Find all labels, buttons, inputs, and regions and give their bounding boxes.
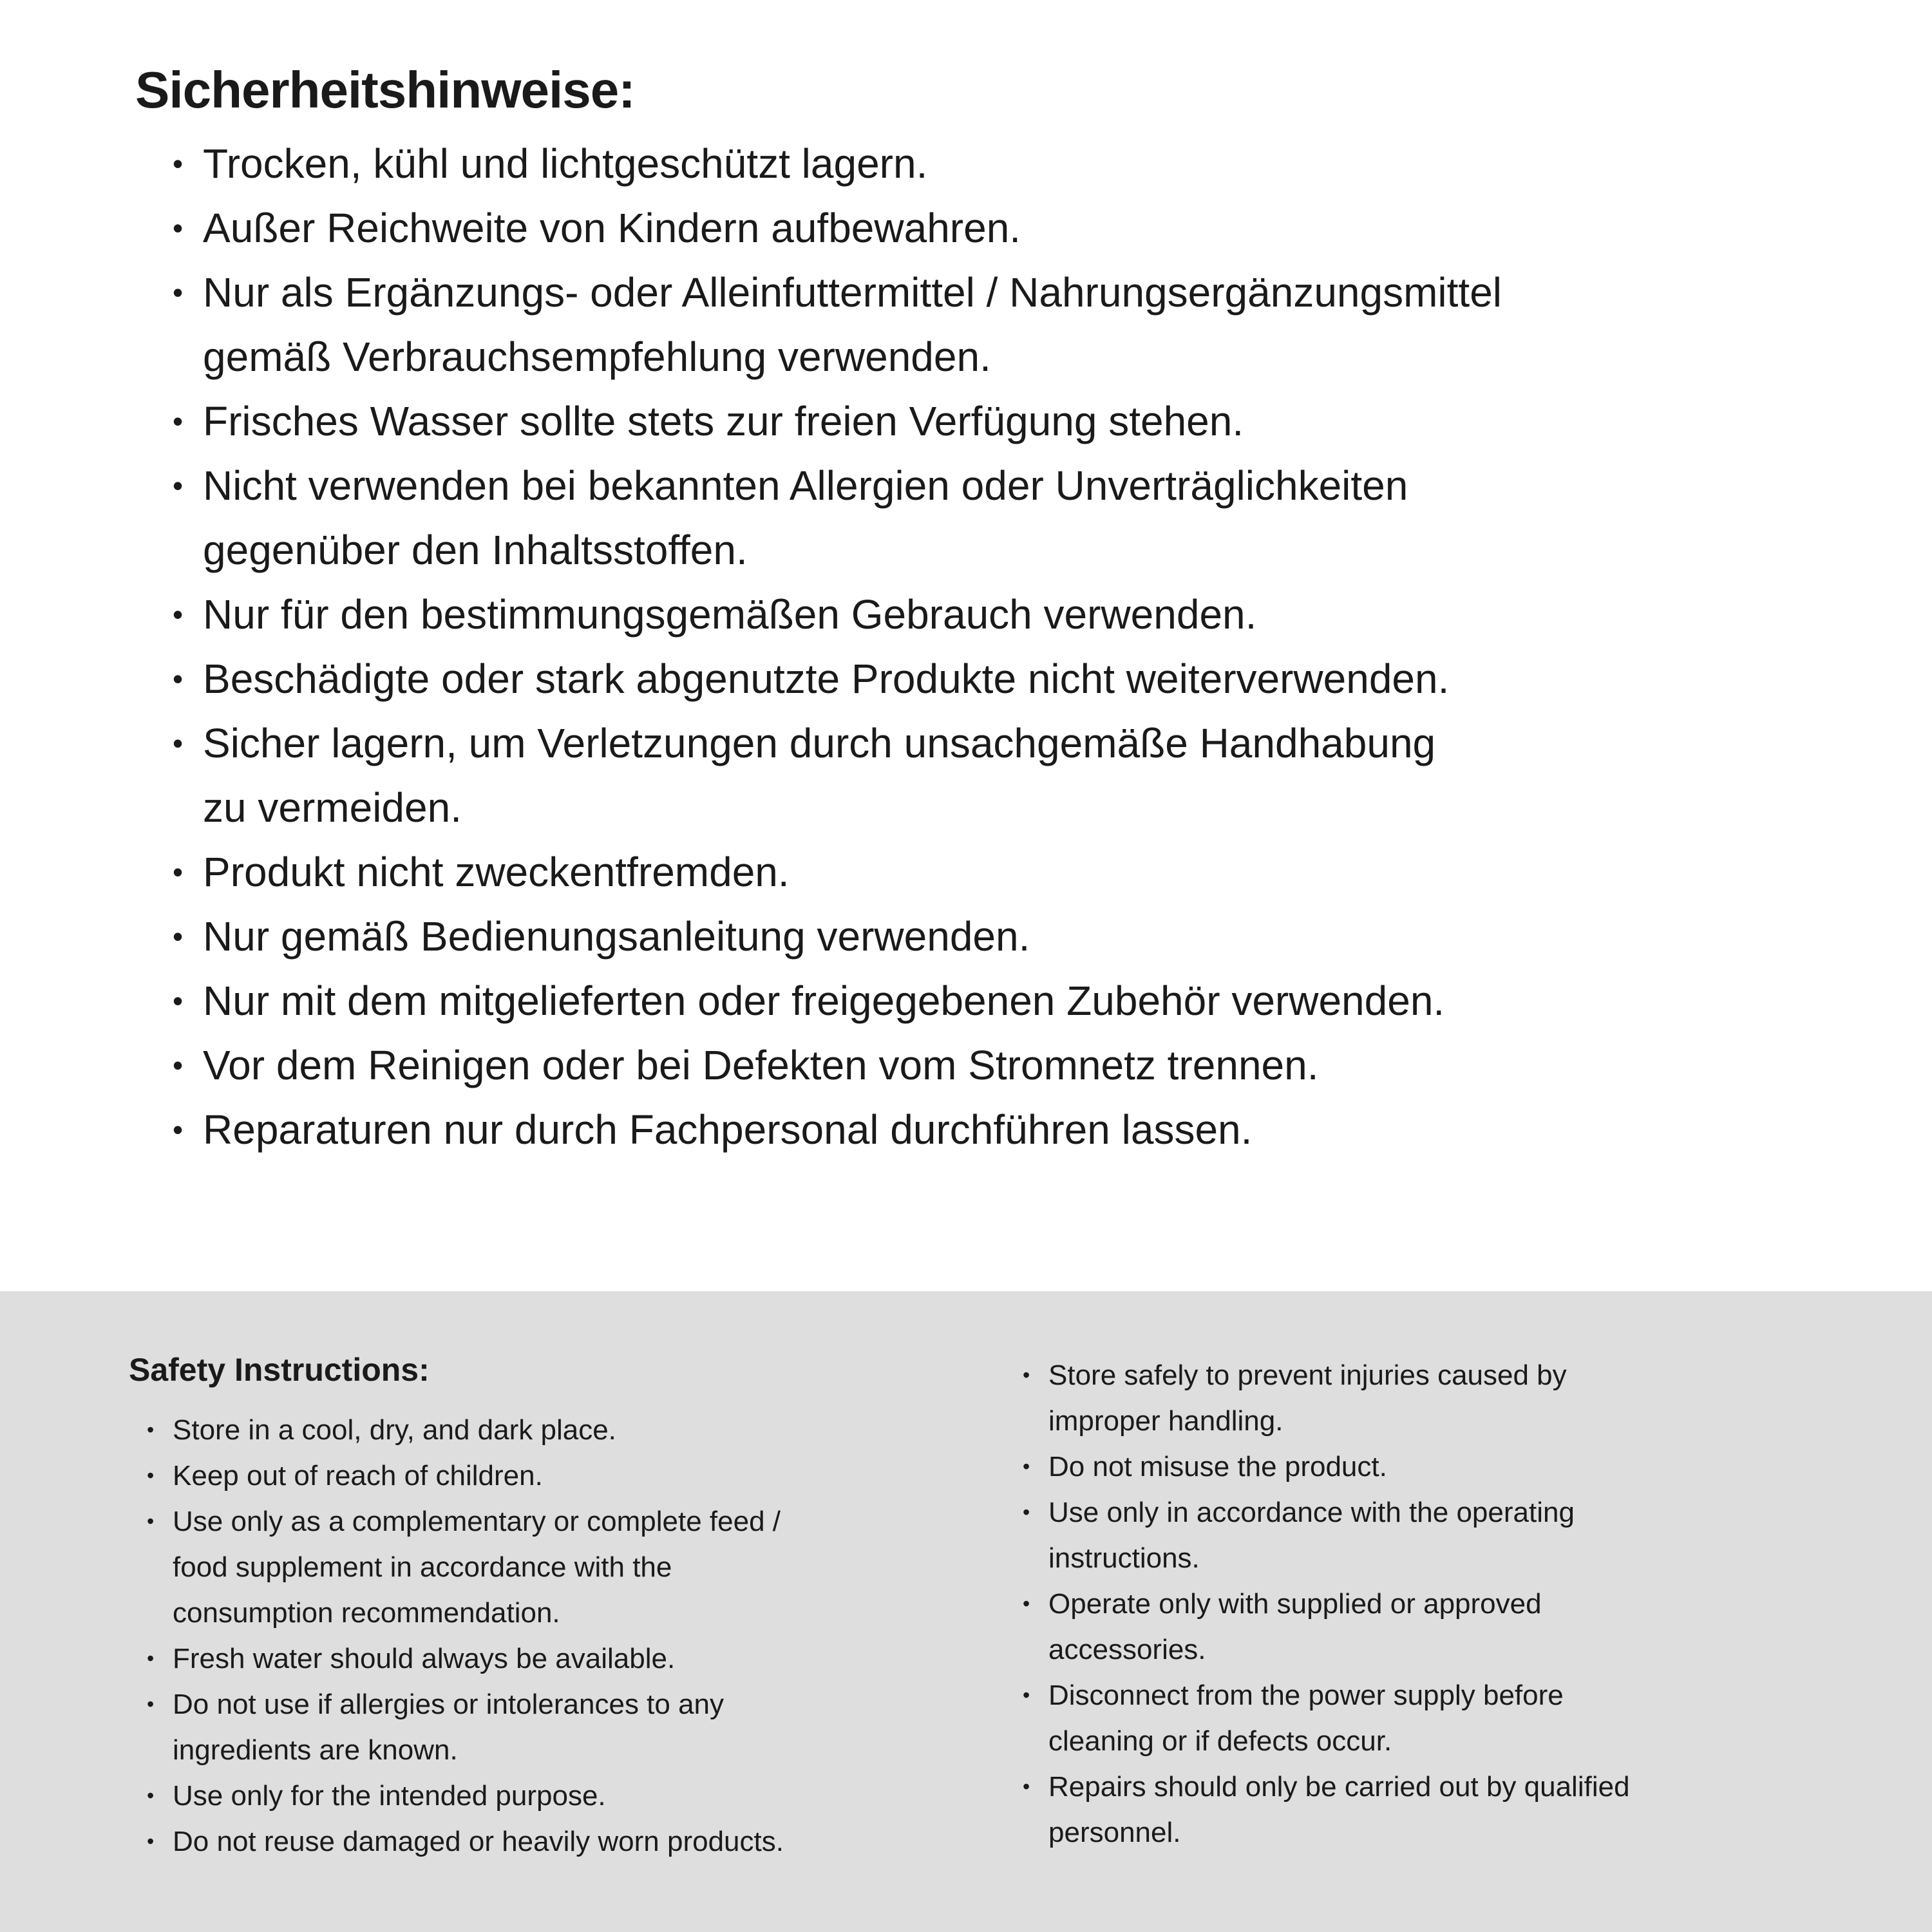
item-lines — [203, 1033, 1319, 1097]
list-item — [147, 1453, 1005, 1499]
list-item-line: Vor dem Reinigen oder bei Defekten vom Stromnetz trennen. — [203, 1042, 1319, 1088]
bullet-icon: • — [1023, 1501, 1030, 1524]
bullet-icon: • — [173, 855, 184, 889]
item-lines — [203, 647, 1449, 711]
list-item — [173, 1097, 1868, 1162]
list-item — [173, 389, 1868, 453]
list-item-line: Do not reuse damaged or heavily worn products. — [173, 1826, 784, 1857]
list-item-line: instructions. — [1048, 1542, 1200, 1574]
list-item-line: Nur für den bestimmungsgemäßen Gebrauch verwenden. — [203, 591, 1257, 638]
bullet-icon: • — [147, 1784, 155, 1807]
bullet-icon: • — [147, 1830, 155, 1853]
list-item — [173, 453, 1868, 582]
bullet-icon: • — [1023, 1683, 1030, 1707]
list-item-line: Keep out of reach of children. — [173, 1460, 543, 1492]
english-heading: Safety Instructions: — [129, 1352, 430, 1388]
item-lines — [203, 711, 1435, 840]
german-section — [135, 57, 1868, 1162]
item-lines — [1048, 1490, 1575, 1581]
english-left-column — [129, 1349, 1005, 1864]
list-item — [173, 1033, 1868, 1097]
list-item-line: Produkt nicht zweckentfremden. — [203, 849, 790, 895]
list-item-line: Frisches Wasser sollte stets zur freien Verfügung stehen. — [203, 398, 1244, 444]
list-item-line: Use only as a complementary or complete feed / — [173, 1506, 781, 1537]
list-item-line: Repairs should only be carried out by qualified — [1048, 1771, 1630, 1803]
item-lines — [203, 453, 1408, 582]
list-item-line: accessories. — [1048, 1634, 1206, 1665]
bullet-icon: • — [147, 1647, 155, 1670]
item-lines — [203, 840, 790, 904]
item-lines — [1048, 1352, 1567, 1444]
item-lines — [1048, 1444, 1387, 1490]
item-lines — [203, 131, 927, 196]
list-item-line: Beschädigte oder stark abgenutzte Produkte nicht weiterverwenden. — [203, 656, 1450, 702]
list-item-line: Sicher lagern, um Verletzungen durch unsachgemäße Handhabung — [203, 720, 1436, 766]
german-heading: Sicherheitshinweise: — [135, 61, 635, 118]
item-lines — [1048, 1672, 1564, 1764]
item-lines — [203, 389, 1244, 453]
list-item — [173, 582, 1868, 647]
list-item-line: Store safely to prevent injuries caused by — [1048, 1359, 1567, 1391]
list-item-line: Trocken, kühl und lichtgeschützt lagern. — [203, 140, 928, 187]
item-lines — [173, 1773, 606, 1819]
list-item — [173, 904, 1868, 969]
item-lines — [203, 260, 1502, 389]
english-right-list — [1023, 1352, 1873, 1855]
item-lines — [1048, 1581, 1542, 1672]
list-item-line: Store in a cool, dry, and dark place. — [173, 1414, 616, 1446]
list-item — [147, 1819, 1005, 1864]
bullet-icon: • — [173, 211, 184, 245]
bullet-icon: • — [147, 1510, 155, 1533]
list-item-line: cleaning or if defects occur. — [1048, 1725, 1392, 1757]
list-item-line: Operate only with supplied or approved — [1048, 1588, 1542, 1620]
list-item-line: ingredients are known. — [173, 1734, 458, 1766]
bullet-icon: • — [173, 984, 184, 1018]
list-item — [147, 1407, 1005, 1453]
list-item — [173, 969, 1868, 1033]
list-item-line: food supplement in accordance with the — [173, 1551, 672, 1583]
list-item-line: Use only in accordance with the operating — [1048, 1497, 1575, 1528]
bullet-icon: • — [173, 920, 184, 953]
bullet-icon: • — [1023, 1363, 1030, 1387]
item-lines — [203, 969, 1444, 1033]
bullet-icon: • — [173, 469, 184, 502]
list-item-line: personnel. — [1048, 1817, 1181, 1848]
list-item-line: consumption recommendation. — [173, 1597, 560, 1629]
bullet-icon: • — [173, 598, 184, 631]
list-item — [1023, 1764, 1873, 1855]
item-lines — [173, 1453, 543, 1499]
list-item-line: zu vermeiden. — [203, 784, 462, 831]
list-item — [173, 647, 1868, 711]
list-item-line: Außer Reichweite von Kindern aufbewahren. — [203, 205, 1021, 251]
bullet-icon: • — [147, 1418, 155, 1441]
item-lines — [203, 582, 1256, 647]
bullet-icon: • — [173, 147, 184, 180]
list-item-line: Nur mit dem mitgelieferten oder freigegebenen Zubehör verwenden. — [203, 978, 1445, 1024]
list-item-line: improper handling. — [1048, 1405, 1283, 1437]
list-item-line: gemäß Verbrauchsempfehlung verwenden. — [203, 334, 991, 380]
german-bullet-list — [135, 131, 1868, 1162]
list-item — [147, 1773, 1005, 1819]
list-item-line: Do not use if allergies or intolerances to any — [173, 1689, 724, 1720]
list-item-line: Use only for the intended purpose. — [173, 1780, 606, 1812]
item-lines — [203, 904, 1030, 969]
item-lines — [173, 1681, 724, 1773]
item-lines — [203, 196, 1021, 260]
list-item — [147, 1499, 1005, 1636]
list-item — [1023, 1352, 1873, 1444]
bullet-icon: • — [147, 1464, 155, 1487]
list-item — [1023, 1581, 1873, 1672]
bullet-icon: • — [173, 662, 184, 696]
english-left-list — [129, 1407, 1005, 1864]
english-section — [0, 1291, 1932, 1932]
list-item — [173, 840, 1868, 904]
bullet-icon: • — [1023, 1455, 1030, 1478]
item-lines — [203, 1097, 1252, 1162]
list-item — [1023, 1672, 1873, 1764]
list-item-line: Nur als Ergänzungs- oder Alleinfuttermittel / Nahrungsergänzungsmittel — [203, 269, 1502, 316]
list-item — [173, 196, 1868, 260]
list-item — [1023, 1444, 1873, 1490]
list-item-line: Nicht verwenden bei bekannten Allergien oder Unverträglichkeiten — [203, 462, 1408, 509]
bullet-icon: • — [173, 276, 184, 309]
bullet-icon: • — [1023, 1592, 1030, 1615]
item-lines — [173, 1407, 616, 1453]
list-item — [173, 260, 1868, 389]
list-item — [147, 1636, 1005, 1681]
list-item — [173, 131, 1868, 196]
list-item-line: Do not misuse the product. — [1048, 1451, 1387, 1482]
item-lines — [173, 1636, 675, 1681]
bullet-icon: • — [173, 1113, 184, 1146]
item-lines — [173, 1819, 784, 1864]
item-lines — [1048, 1764, 1630, 1855]
list-item-line: gegenüber den Inhaltsstoffen. — [203, 527, 748, 573]
list-item-line: Fresh water should always be available. — [173, 1643, 676, 1674]
english-right-column — [1023, 1352, 1873, 1855]
list-item — [147, 1681, 1005, 1773]
bullet-icon: • — [173, 404, 184, 438]
bullet-icon: • — [173, 726, 184, 760]
list-item — [173, 711, 1868, 840]
list-item-line: Nur gemäß Bedienungsanleitung verwenden. — [203, 913, 1030, 960]
list-item — [1023, 1490, 1873, 1581]
bullet-icon: • — [173, 1048, 184, 1082]
list-item-line: Disconnect from the power supply before — [1048, 1680, 1564, 1711]
item-lines — [173, 1499, 781, 1636]
list-item-line: Reparaturen nur durch Fachpersonal durchführen lassen. — [203, 1106, 1253, 1153]
bullet-icon: • — [1023, 1775, 1030, 1798]
bullet-icon: • — [147, 1692, 155, 1716]
